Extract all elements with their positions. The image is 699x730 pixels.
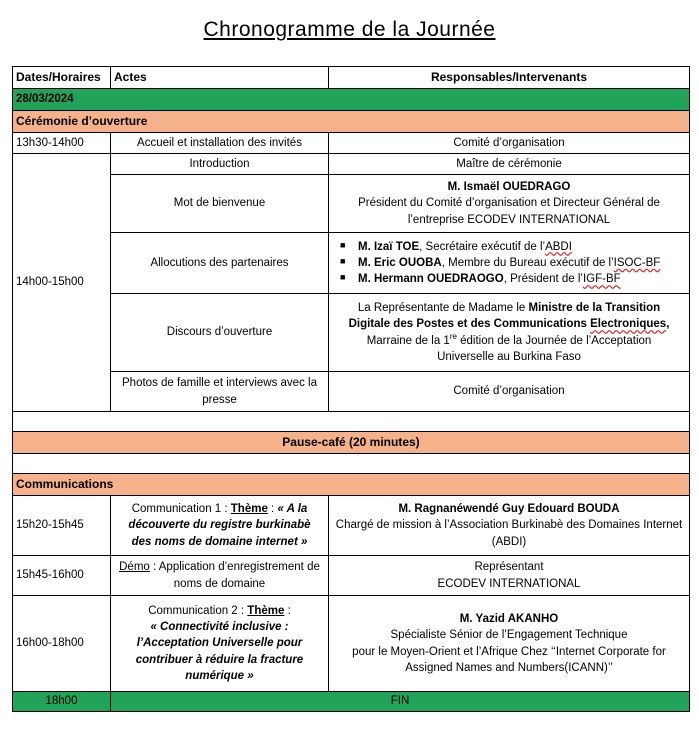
speaker-role: Assigned Names and Numbers(ICANN)’’: [405, 661, 613, 674]
table-row: [13, 154, 690, 175]
page-title: Chronogramme de la Journée: [203, 18, 496, 41]
acte-cell: Démo : Application d’enregistrement de noms de domaine: [111, 556, 329, 596]
speaker-role: pour le Moyen-Orient et l’Afrique Chez ‘‘Internet Corporate for: [352, 645, 666, 658]
list-item: ■ M. Izaï TOE, Secrétaire exécutif de l’ABDI: [340, 239, 686, 255]
responsable-cell: [329, 596, 690, 692]
responsable-cell: Comité d’organisation: [329, 133, 690, 154]
end-label: FIN: [111, 692, 690, 712]
spacer-cell: [13, 412, 690, 432]
header-actes: Actes: [111, 67, 329, 89]
speaker-role: Président du Comité d’organisation et Directeur Général de: [358, 197, 660, 210]
header-date: Dates/Horaires: [13, 67, 111, 89]
acte-cell: Communication 2 : Thème : « Connectivité inclusive : l’Acceptation Universelle pour contribuer à réduire la fracture numérique »: [111, 596, 329, 692]
schedule-table: [12, 66, 690, 712]
theme-label: Thème: [230, 503, 268, 515]
end-row: [13, 692, 690, 712]
spacer-row: [13, 412, 690, 432]
discours-line: Universelle au Burkina Faso: [437, 350, 581, 363]
pause-row: [13, 432, 690, 454]
table-row: [13, 596, 690, 692]
time-cell: 15h20-15h45: [13, 496, 111, 556]
responsable-cell: [329, 294, 690, 372]
responsable-cell: [329, 233, 690, 294]
time-cell: 13h30-14h00: [13, 133, 111, 154]
acte-cell: Communication 1 : Thème : « A la découverte du registre burkinabè des noms de domaine internet »: [111, 496, 329, 556]
speaker-name: M. Yazid AKANHO: [459, 612, 559, 625]
responsable-cell: Comité d’organisation: [329, 372, 690, 412]
acte-cell: Photos de famille et interviews avec la presse: [111, 372, 329, 412]
pause-label: Pause-café (20 minutes): [13, 432, 690, 454]
theme-label: Thème: [247, 604, 285, 617]
time-cell: 16h00-18h00: [13, 596, 111, 692]
header-row: [13, 67, 690, 89]
partner-list: [332, 239, 686, 288]
speaker-name: M. Ismaël OUEDRAGO: [447, 181, 571, 193]
table-row: [13, 294, 690, 372]
table-row: [13, 556, 690, 596]
responsable-cell: Représentant ECODEV INTERNATIONAL: [329, 556, 690, 596]
acte-cell: Mot de bienvenue: [111, 175, 329, 233]
acte-cell: Allocutions des partenaires: [111, 233, 329, 294]
spacer-cell: [13, 454, 690, 474]
section-ceremonie-label: Cérémonie d’ouverture: [13, 111, 690, 133]
responsable-cell: [329, 175, 690, 233]
table-row: [13, 372, 690, 412]
date-row: [13, 89, 690, 111]
speaker-role: l’entreprise ECODEV INTERNATIONAL: [407, 213, 611, 226]
section-ceremonie: [13, 111, 690, 133]
speaker-name: M. Ragnanéwendé Guy Edouard BOUDA: [398, 503, 620, 515]
responsable-cell: Maître de cérémonie: [329, 154, 690, 175]
table-row: [13, 496, 690, 556]
list-item: ■ M. Eric OUOBA, Membre du Bureau exécutif de l’ISOC-BF: [340, 255, 686, 271]
acte-cell: Accueil et installation des invités: [111, 133, 329, 154]
acte-cell: Discours d’ouverture: [111, 294, 329, 372]
speaker-role: (ABDI): [491, 535, 527, 548]
discours-line: Marraine de la 1re édition de la Journée de l’Acceptation: [366, 331, 652, 347]
speaker-role: Chargé de mission à l’Association Burkinabè des Domaines Internet: [335, 519, 683, 532]
section-communications-label: Communications: [13, 474, 690, 496]
end-time: 18h00: [13, 692, 111, 712]
time-cell: 15h45-16h00: [13, 556, 111, 596]
discours-line: La Représentante de Madame le Ministre de la Transition: [357, 301, 661, 314]
table-row: [13, 233, 690, 294]
demo-label: Démo: [119, 561, 150, 574]
table-row: [13, 133, 690, 154]
time-cell: 14h00-15h00: [13, 154, 111, 412]
acte-cell: Introduction: [111, 154, 329, 175]
spacer-row: [13, 454, 690, 474]
discours-line: Digitale des Postes et des Communications Electroniques,: [348, 318, 670, 331]
header-responsables: Responsables/Intervenants: [329, 67, 690, 89]
section-communications: [13, 474, 690, 496]
table-row: [13, 175, 690, 233]
date-label: 28/03/2024: [13, 89, 690, 111]
speaker-lastname: OUEDRAGO: [502, 181, 571, 193]
responsable-cell: [329, 496, 690, 556]
list-item: ■ M. Hermann OUEDRAOGO, Président de l’IGF-BF: [340, 271, 686, 287]
speaker-role: Spécialiste Sénior de l’Engagement Technique: [390, 629, 628, 642]
